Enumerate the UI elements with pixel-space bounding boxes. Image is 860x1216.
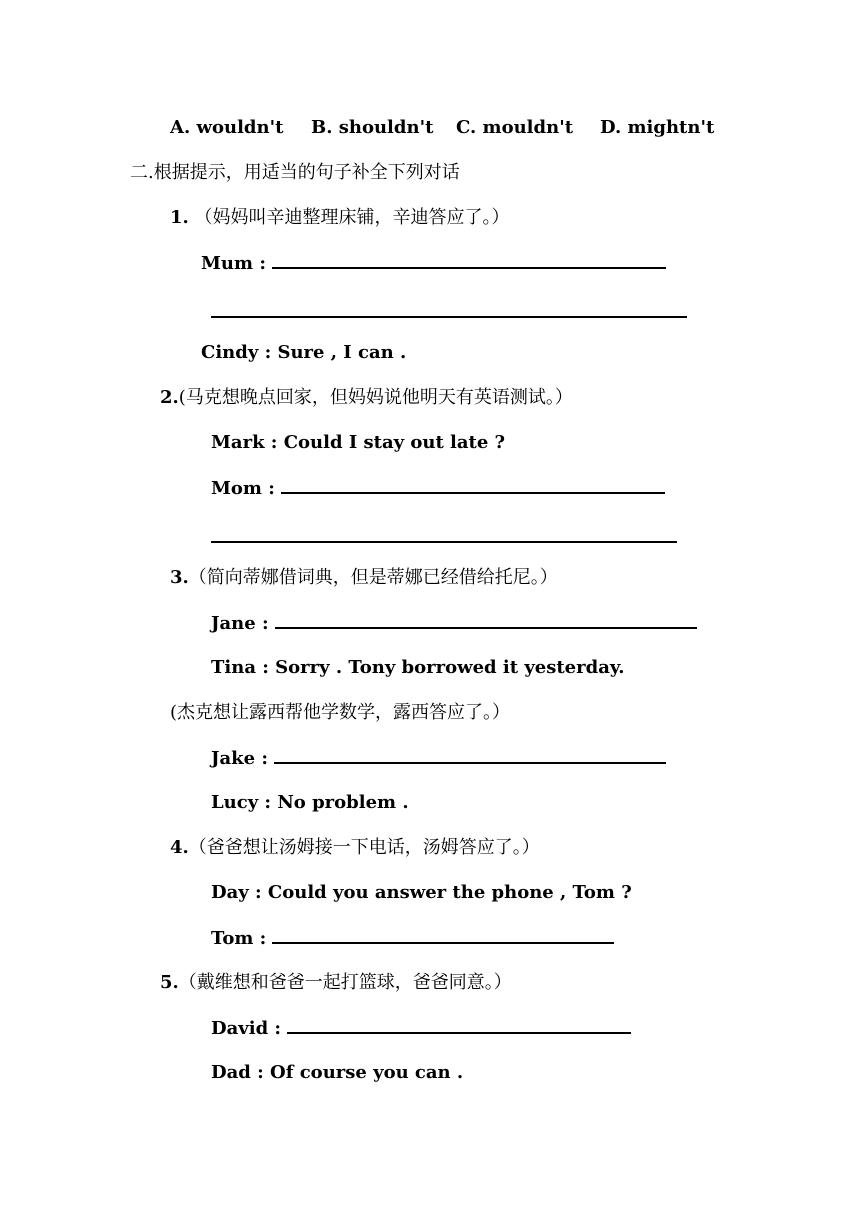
- question-3-hint-line: [170, 566, 558, 590]
- speaker-label: Tom :: [211, 928, 267, 949]
- speaker-label: David :: [211, 1018, 282, 1039]
- speaker-label: Jake :: [211, 748, 269, 769]
- answer-blank[interactable]: [275, 611, 697, 629]
- q2-mom-line: [211, 476, 665, 500]
- question-number: 2.: [160, 387, 179, 408]
- question-3b-hint-line: [170, 701, 510, 725]
- answer-blank-continuation[interactable]: [211, 539, 677, 543]
- q3b-lucy-line: Lucy : No problem .: [211, 792, 409, 813]
- question-hint: （爸爸想让汤姆接一下电话，汤姆答应了。）: [188, 837, 540, 858]
- question-number: 3.: [170, 567, 189, 588]
- option-a: A. wouldn't: [170, 117, 284, 138]
- q3-jane-line: [211, 611, 697, 635]
- answer-blank[interactable]: [287, 1016, 631, 1034]
- answer-blank-continuation[interactable]: [211, 314, 687, 318]
- q2-mark-line: Mark : Could I stay out late ?: [211, 432, 506, 453]
- question-hint: （妈妈叫辛迪整理床铺，辛迪答应了。）: [194, 207, 510, 228]
- question-hint: （戴维想和爸爸一起打篮球，爸爸同意。）: [178, 972, 512, 993]
- option-c: C. mouldn't: [456, 117, 574, 138]
- question-4-hint-line: [170, 836, 540, 860]
- q5-dad-line: Dad : Of course you can .: [211, 1062, 464, 1083]
- question-hint: (马克想晚点回家，但妈妈说他明天有英语测试。）: [178, 387, 573, 408]
- question-2-hint-line: [160, 386, 573, 410]
- section-title: 二.根据提示，用适当的句子补全下列对话: [130, 162, 460, 183]
- question-hint: （简向蒂娜借词典，但是蒂娜已经借给托尼。）: [188, 567, 558, 588]
- speaker-label: Jane :: [211, 613, 269, 634]
- question-hint: (杰克想让露西帮他学数学，露西答应了。）: [170, 702, 511, 723]
- question-number: 1.: [170, 207, 189, 228]
- q3b-jake-line: [211, 746, 666, 770]
- q4-tom-line: [211, 926, 614, 950]
- q3-tina-line: Tina : Sorry . Tony borrowed it yesterday.: [211, 657, 625, 678]
- speaker-label: Mom :: [211, 478, 275, 499]
- question-number: 4.: [170, 837, 189, 858]
- option-d: D. mightn't: [600, 117, 715, 138]
- q5-david-line: [211, 1016, 631, 1040]
- speaker-label: Mum :: [201, 253, 266, 274]
- question-1-hint-line: [170, 206, 510, 230]
- answer-blank[interactable]: [272, 251, 666, 269]
- answer-blank[interactable]: [274, 746, 666, 764]
- question-number: 5.: [160, 972, 179, 993]
- q1-mum-line: [201, 251, 666, 275]
- answer-blank[interactable]: [281, 476, 665, 494]
- q1-cindy-line: Cindy : Sure , I can .: [201, 342, 407, 363]
- answer-blank[interactable]: [272, 926, 614, 944]
- q4-day-line: Day : Could you answer the phone , Tom ?: [211, 882, 632, 903]
- question-5-hint-line: [160, 971, 512, 995]
- option-b: B. shouldn't: [311, 117, 434, 138]
